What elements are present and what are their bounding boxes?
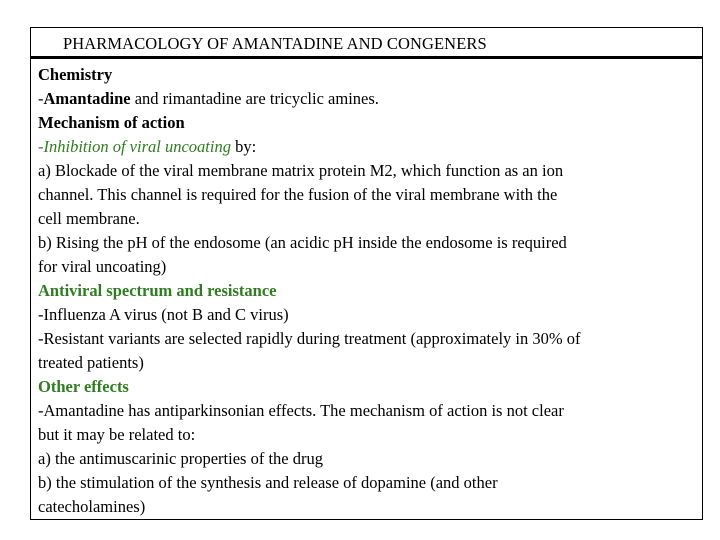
other-line-4: b) the stimulation of the synthesis and release of dopamine (and other [38, 473, 498, 492]
title-box [30, 27, 703, 57]
page-title: PHARMACOLOGY OF AMANTADINE AND CONGENERS [63, 34, 487, 53]
other-line-5: catecholamines) [38, 497, 146, 516]
chemistry-line-rest: and rimantadine are tricyclic amines. [130, 89, 379, 108]
mechanism-line-rest: by: [230, 137, 257, 156]
content-text [38, 63, 698, 519]
inhibition-italic: Inhibition of viral uncoating [43, 137, 231, 156]
chemistry-line [38, 87, 698, 111]
mechanism-b-line-2: for viral uncoating) [38, 257, 167, 276]
spectrum-line-2: -Resistant variants are selected rapidly during treatment (approximately in 30% of [38, 329, 581, 348]
mechanism-a-line-3: cell membrane. [38, 209, 140, 228]
other-heading: Other effects [38, 377, 129, 396]
chemistry-heading: Chemistry [38, 65, 113, 84]
mechanism-line [38, 135, 698, 159]
mechanism-heading: Mechanism of action [38, 113, 185, 132]
mechanism-a-line-2: channel. This channel is required for the fusion of the viral membrane with the [38, 185, 558, 204]
other-line-2: but it may be related to: [38, 425, 196, 444]
chemistry-prefix: - [38, 89, 44, 108]
amantadine-bold: Amantadine [43, 89, 131, 108]
mechanism-b-line-1: b) Rising the pH of the endosome (an acidic pH inside the endosome is required [38, 233, 567, 252]
other-line-3: a) the antimuscarinic properties of the drug [38, 449, 323, 468]
spectrum-line-3: treated patients) [38, 353, 144, 372]
mechanism-a-line-1: a) Blockade of the viral membrane matrix protein M2, which function as an ion [38, 161, 564, 180]
spectrum-line-1: -Influenza A virus (not B and C virus) [38, 305, 289, 324]
other-line-1: -Amantadine has antiparkinsonian effects. The mechanism of action is not clear [38, 401, 564, 420]
mechanism-prefix: - [38, 137, 44, 156]
spectrum-heading: Antiviral spectrum and resistance [38, 281, 277, 300]
content-box [30, 57, 703, 520]
